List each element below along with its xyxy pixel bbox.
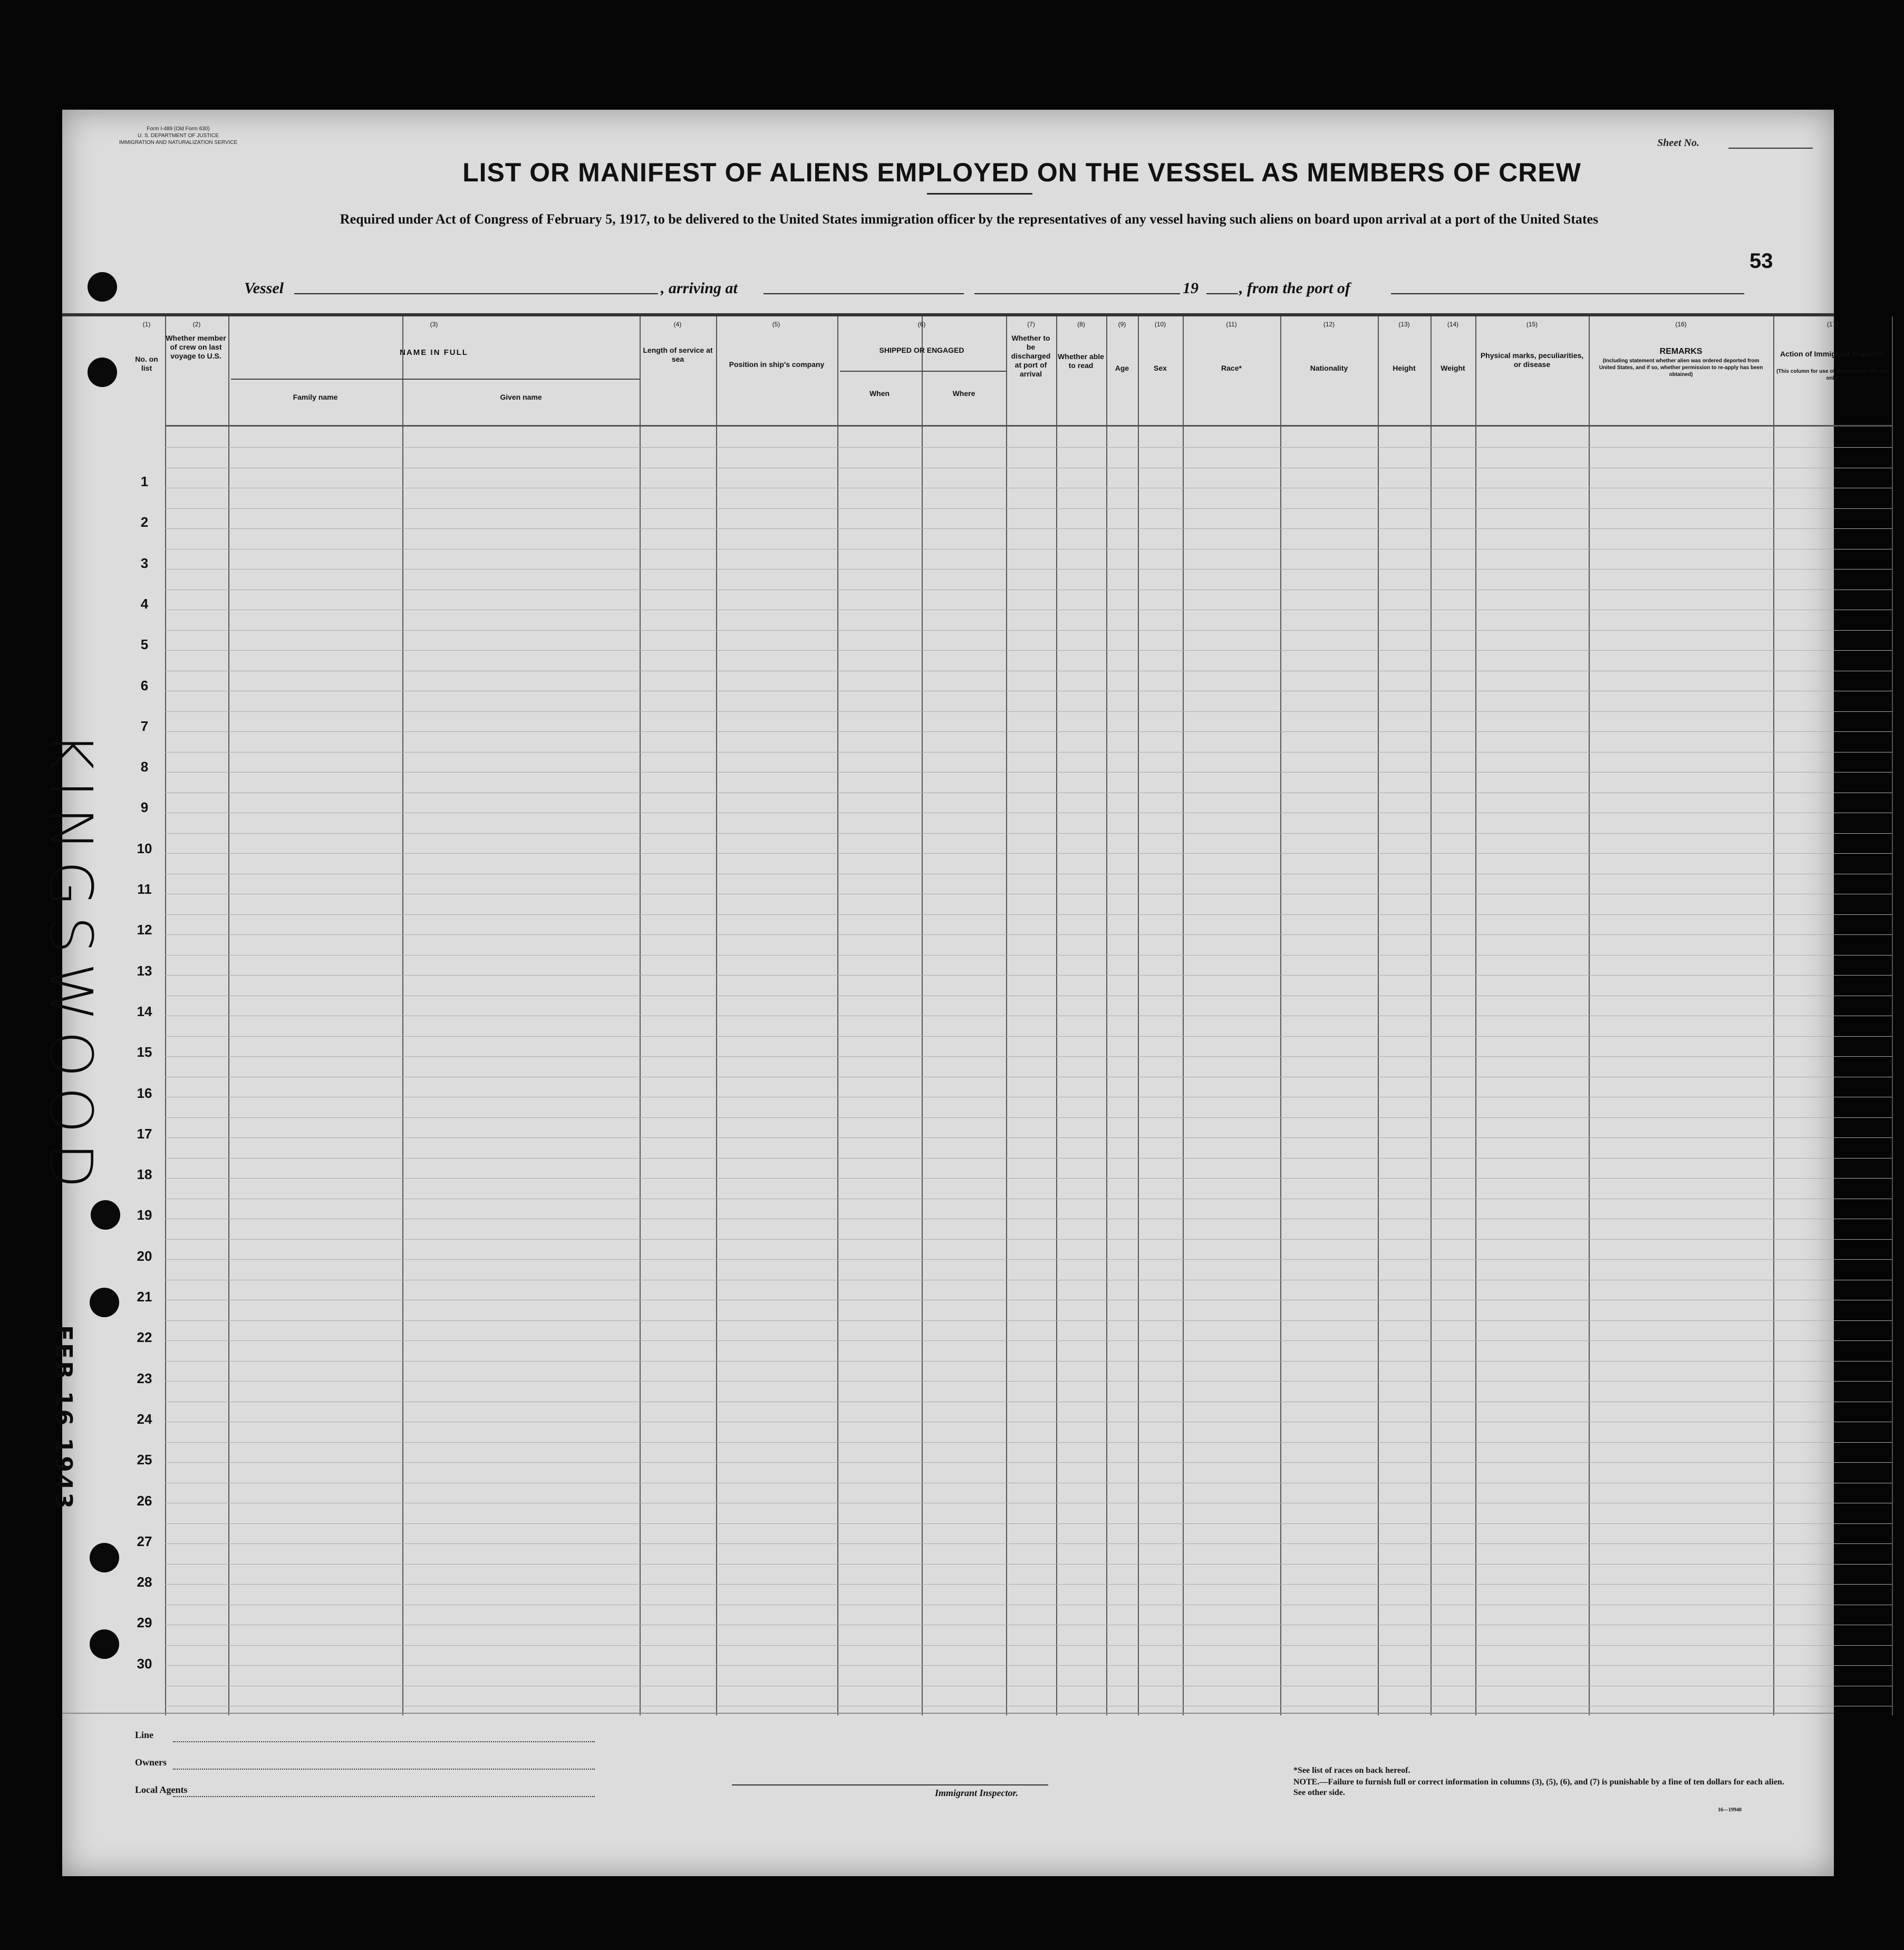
header-bottom-rule [165,425,1892,427]
col-number: (13) [1398,321,1410,328]
col-number: (14) [1447,321,1459,328]
grid-row-rule [165,1645,1892,1646]
local-agents-field[interactable] [173,1796,595,1797]
col-number: (3) [430,321,438,328]
grid-row-rule [165,1564,1892,1565]
grid-row-rule [165,1361,1892,1362]
inspector-label: Immigrant Inspector. [935,1788,1019,1798]
grid-row-rule [165,528,1892,529]
col-number: (12) [1323,321,1335,328]
column-header-when: When [869,389,890,398]
column-header-discharged: Whether to be discharged at port of arrival [1011,334,1051,378]
row-number: 7 [140,718,149,734]
row-number: 18 [137,1166,152,1183]
grid-row-rule [165,1158,1892,1159]
grid-row-rule [165,447,1892,448]
row-number: 30 [137,1655,152,1672]
column-header-shipped: SHIPPED OR ENGAGED [879,346,964,354]
row-number: 16 [137,1085,152,1101]
col-number: (1) [142,321,151,328]
from-port-label: , from the port of [1239,279,1350,297]
row-number: 6 [140,677,149,693]
grid-row-rule [165,1442,1892,1443]
row-number: 22 [137,1329,152,1346]
grid-row-rule [165,1543,1892,1544]
grid-row-rule [165,731,1892,732]
punch-hole [91,1200,120,1230]
grid-row-rule [165,630,1892,631]
col-number: (7) [1027,321,1035,328]
row-number: 9 [140,799,149,816]
column-header-where: Where [952,389,975,398]
shipped-subrule [840,371,1006,372]
column-subheader-remarks: (Including statement whether alien was ordered deported from United States, and if so, whether permission to re-apply has been obtained) [1599,358,1763,378]
grid-row-rule [165,1462,1892,1463]
column-header-name: NAME IN FULL [400,348,468,357]
inspector-signature-line[interactable] [732,1784,1048,1785]
page-number: 53 [1750,249,1773,273]
row-number: 13 [137,962,152,979]
grid-row-rule [165,1584,1892,1585]
grid-row-rule [165,1137,1892,1138]
column-header-weight: Weight [1441,364,1465,372]
row-number: 27 [137,1533,152,1549]
column-header-remarks: REMARKS [1659,347,1703,356]
local-agents-label: Local Agents [135,1784,188,1795]
row-number: 2 [140,514,149,530]
row-number: 29 [137,1615,152,1631]
form-id-line: U. S. DEPARTMENT OF JUSTICE [138,133,219,139]
name-subrule [231,379,640,380]
race-note: *See list of races on back hereof. [1293,1766,1410,1775]
column-header-family-name: Family name [293,393,338,401]
row-number: 14 [137,1003,152,1019]
punch-hole [90,1288,119,1317]
punch-hole [88,358,117,387]
column-header-prior-voyage: Whether member of crew on last voyage to U.S. [166,334,226,360]
punch-hole [90,1543,119,1572]
grid-row-rule [165,711,1892,712]
table-bottom-rule [62,1713,1834,1714]
col-number: (15) [1526,321,1538,328]
col-number: (8) [1077,321,1085,328]
punch-hole [88,272,117,302]
column-header-no: No. on list [135,355,158,372]
vessel-name-stamp: KINGSWOOD [36,732,104,1198]
row-number: 1 [140,474,149,489]
col-number: (16) [1675,321,1687,328]
grid-row-rule [165,1178,1892,1179]
grid-row-rule [165,853,1892,854]
col-number: (10) [1154,321,1166,328]
row-number: 12 [137,922,152,938]
grid-row-rule [165,1239,1892,1240]
column-header-able-read: Whether able to read [1058,352,1104,370]
page-subtitle: Required under Act of Congress of February 5, 1917, to be delivered to the United States immigration officer by the representatives of any vessel having such aliens on board upon arrival at a port of the United States [340,211,1599,227]
column-header-height: Height [1393,364,1416,372]
grid-row-rule [165,914,1892,915]
grid-row-rule [165,975,1892,976]
row-number: 26 [137,1492,152,1509]
grid-row-rule [165,1259,1892,1260]
grid-row-rule [165,1381,1892,1382]
column-header-sex: Sex [1154,364,1167,372]
grid-row-rule [165,1036,1892,1037]
column-header-inspector-action: Action of Immigrant Inspector [1780,350,1886,358]
owners-label: Owners [135,1757,167,1768]
grid-row-rule [165,650,1892,651]
print-code: 16—19940 [1718,1807,1742,1813]
col-number: (9) [1118,321,1126,328]
row-number: 15 [137,1044,152,1060]
col-number: (17) [1826,321,1839,328]
grid-row-rule [165,1320,1892,1321]
row-number: 17 [137,1125,152,1142]
column-header-age: Age [1115,364,1129,372]
form-id-line: Form I-489 (Old Form 630) [147,126,210,132]
form-id-line: IMMIGRATION AND NATURALIZATION SERVICE [119,140,238,146]
column-header-given-name: Given name [500,393,542,401]
row-number: 23 [137,1370,152,1386]
grid-row-rule [165,1056,1892,1057]
col-number: (2) [192,321,201,328]
grid-row-rule [165,1523,1892,1524]
row-number: 4 [140,595,149,612]
row-number: 28 [137,1574,152,1590]
row-number: 10 [137,840,152,856]
line-field[interactable] [173,1741,595,1742]
year-label: 19 [1183,279,1199,297]
row-number: 21 [137,1289,152,1305]
vessel-label: Vessel [244,279,284,297]
sheet-number-label: Sheet No. [1657,137,1699,149]
manifest-sheet [36,110,1889,1876]
col-number: (5) [772,321,780,328]
crew-table [62,110,1889,1876]
column-header-position: Position in ship's company [729,360,825,369]
grid-row-rule [165,772,1892,773]
grid-row-rule [165,1665,1892,1666]
row-number: 3 [140,555,149,571]
page-title: LIST OR MANIFEST OF ALIENS EMPLOYED ON THE VESSEL AS MEMBERS OF CREW [462,158,1581,187]
grid-row-rule [165,833,1892,834]
column-subheader-inspector-action: (This column for use of Government officials only) [1776,369,1889,381]
row-number: 24 [137,1411,152,1427]
column-header-nationality: Nationality [1310,364,1348,372]
row-number: 20 [137,1248,152,1264]
line-label: Line [135,1730,154,1740]
row-number: 8 [140,759,149,775]
row-number: 25 [137,1452,152,1468]
arriving-label: , arriving at [661,279,738,297]
grid-row-rule [165,508,1892,509]
grid-row-rule [165,934,1892,935]
column-rule [1892,316,1893,1715]
grid-row-rule [165,1117,1892,1118]
grid-row-rule [165,1340,1892,1341]
col-number: (11) [1226,321,1237,328]
punch-hole [90,1629,119,1659]
col-number: (6) [917,321,926,328]
date-stamp: FEB 16 1943 [50,1325,77,1511]
row-number: 19 [137,1207,152,1223]
column-header-length-service: Length of service at sea [643,346,713,363]
penalty-note: NOTE.—Failure to furnish full or correct information in columns (3), (5), (6), and (7) is punishable by a fine of ten dollars for each alien. See other side. [1293,1778,1784,1797]
row-number: 5 [140,636,149,653]
column-header-race: Race* [1221,364,1242,372]
col-number: (4) [673,321,682,328]
owners-field[interactable] [173,1769,595,1770]
column-header-physical-marks: Physical marks, peculiarities, or disease [1480,351,1584,369]
row-number: 11 [137,881,152,897]
